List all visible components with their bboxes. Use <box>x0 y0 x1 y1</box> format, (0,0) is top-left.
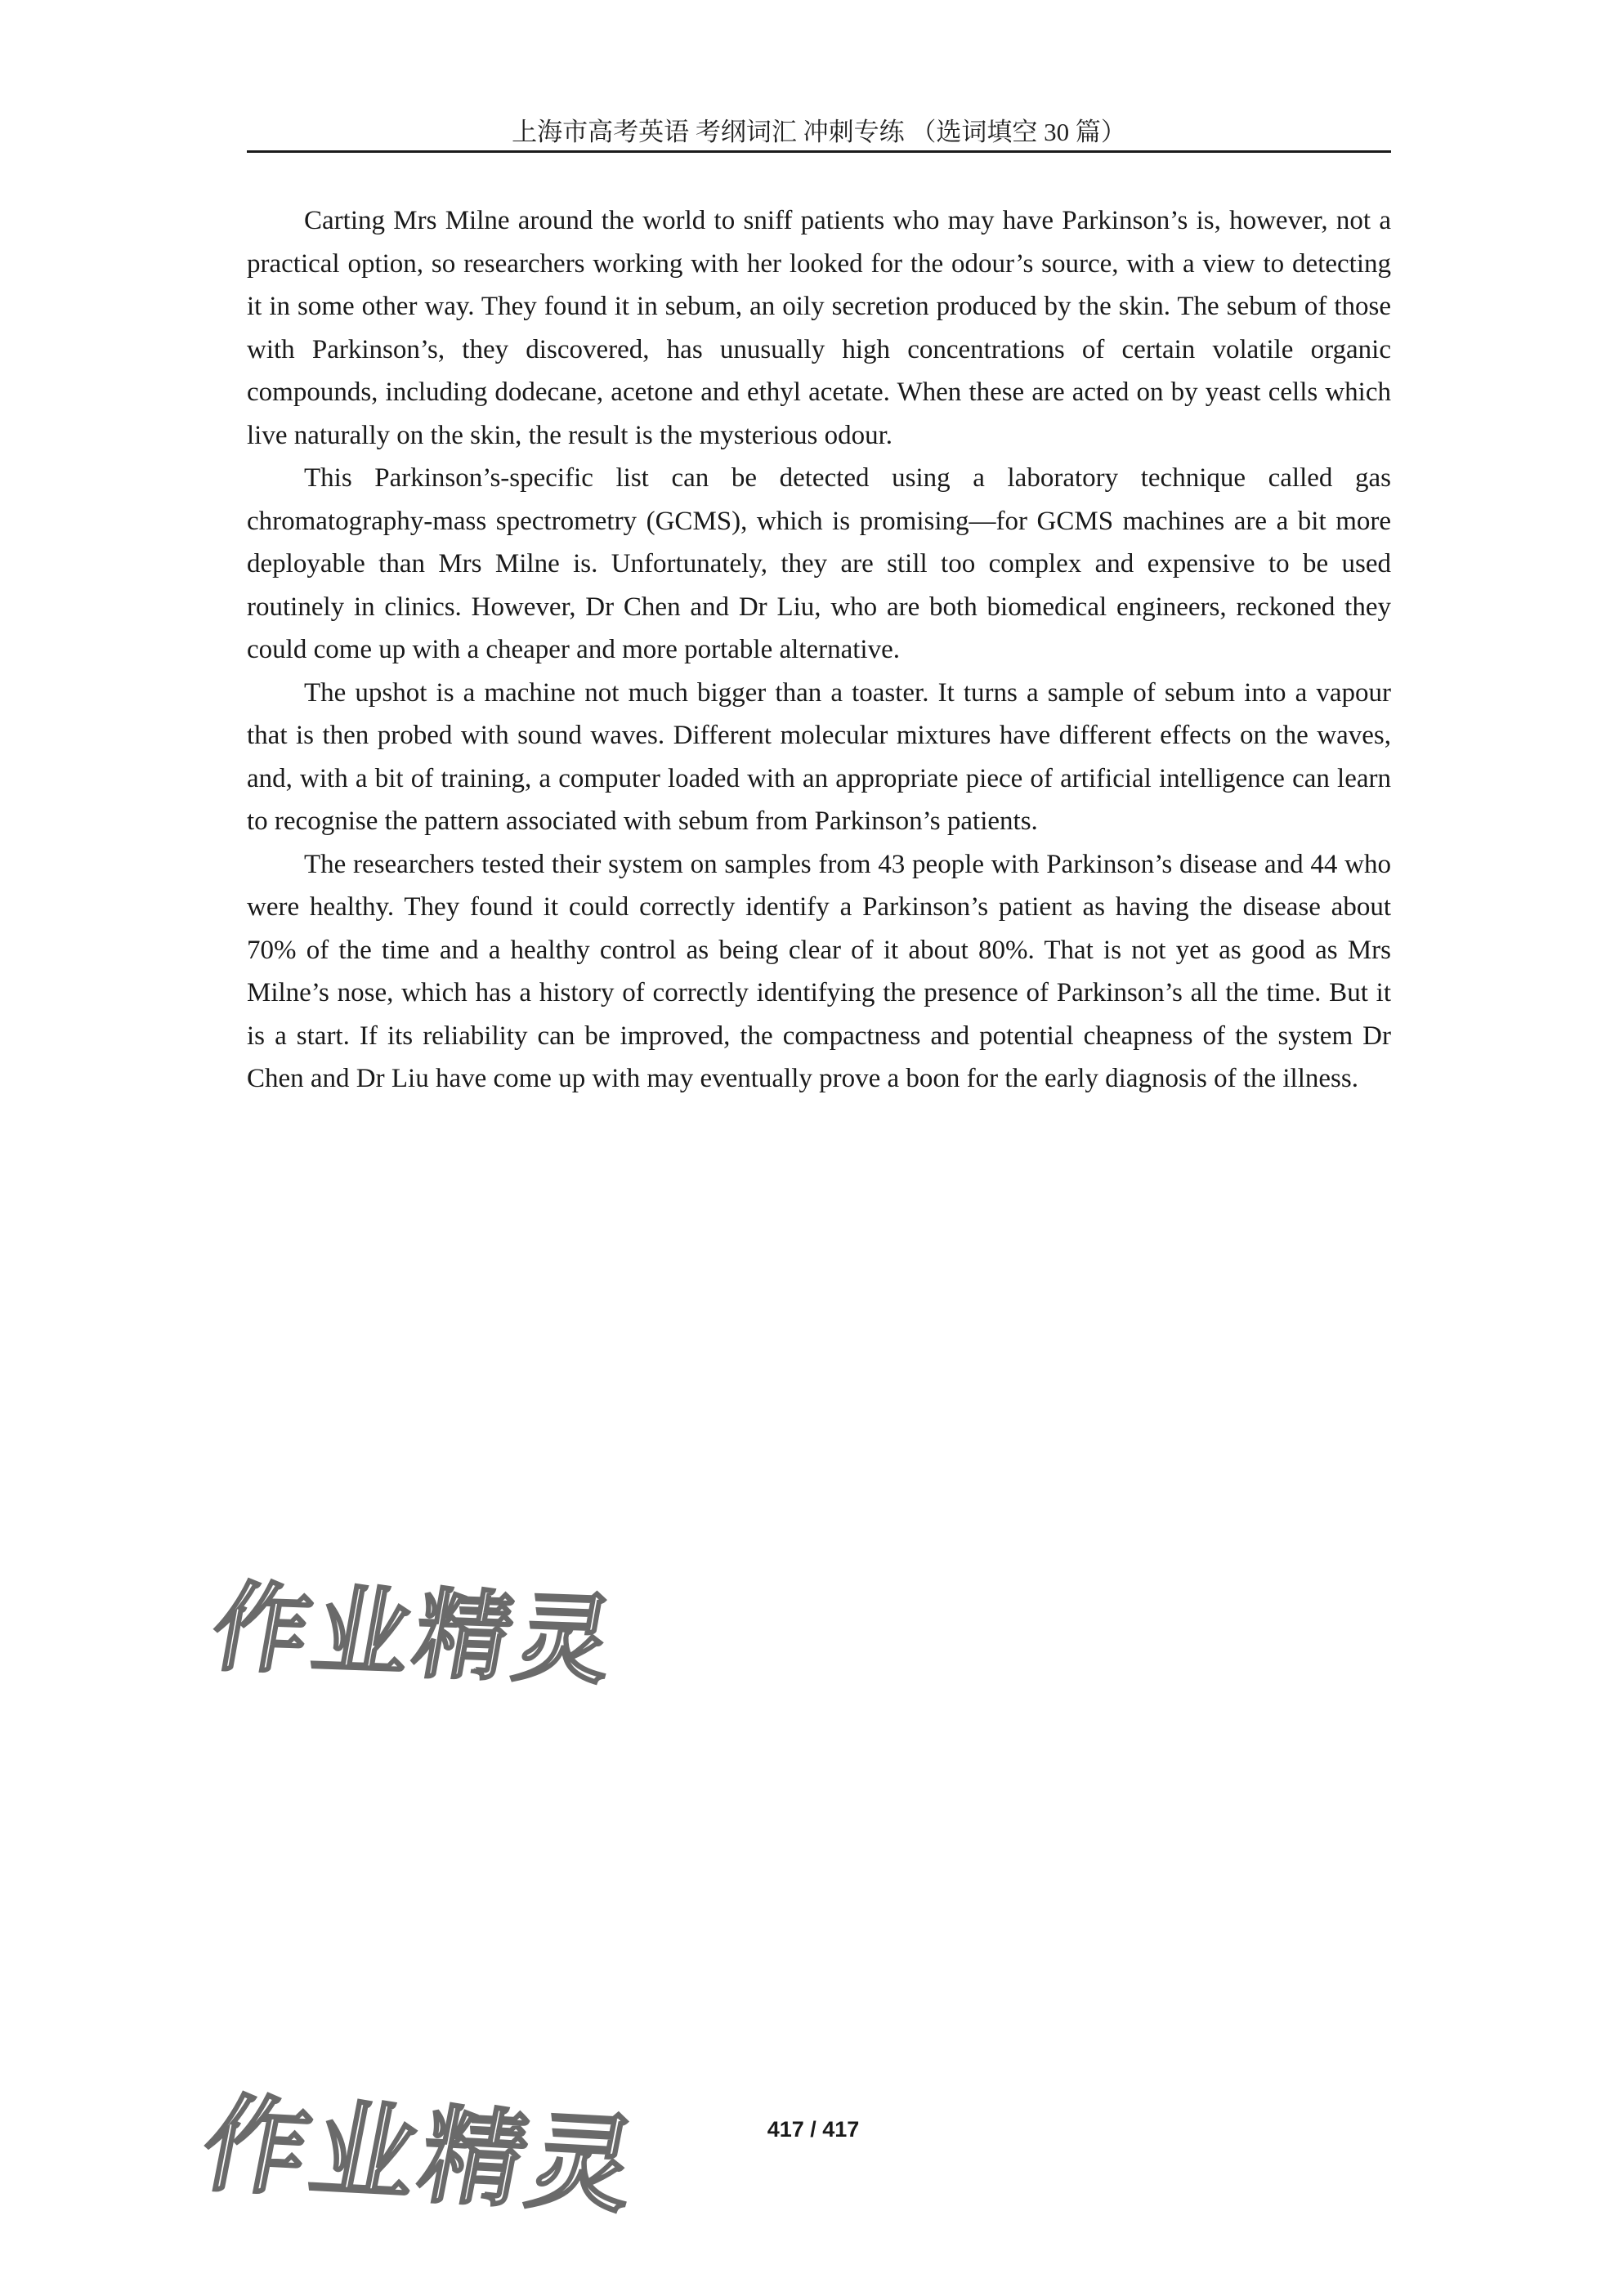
header-divider <box>247 150 1391 153</box>
page-header-title: 上海市高考英语 考纲词汇 冲刺专练 （选词填空 30 篇） <box>512 118 1126 146</box>
paragraph-3: The upshot is a machine not much bigger than a toaster. It turns a sample of sebum into a vapour that is then probed with sound waves. Different molecular mixtures have different effects on the waves, and, with a bit of training, a computer loaded with an appropriate piece of artificial intelligence can learn to recognise the pattern associated with sebum from Parkinson’s patients. <box>247 677 1391 836</box>
paragraph-4: The researchers tested their system on samples from 43 people with Parkinson’s disease and 44 who were healthy. They found it could correctly identify a Parkinson’s patient as having the disease about 70% of the time and a healthy control as being clear of it about 80%. That is not yet as good as Mrs Milne’s nose, which has a history of correctly identifying the presence of Parkinson’s all the time. But it is a start. If its reliability can be improved, the compactness and potential cheapness of the system Dr Chen and Dr Liu have come up with may eventually prove a boon for the early diagnosis of the illness. <box>247 849 1391 1093</box>
page-number: 417 / 417 <box>767 2117 860 2142</box>
watermark-logo: 作业精灵 <box>204 1570 627 1698</box>
watermark-logo-bottom: 作业精灵 <box>192 2084 651 2228</box>
paragraph-2: This Parkinson’s-specific list can be detected using a laboratory technique called gas chromatography-mass spectrometry (GCMS), which is promising—for GCMS machines are a bit more deployable than Mrs Milne is. Unfortunately, they are still too complex and expensive to be used routinely in clinics. However, Dr Chen and Dr Liu, who are both biomedical engineers, reckoned they could come up with a cheaper and more portable alternative. <box>247 463 1391 664</box>
article-body <box>247 199 1391 1101</box>
paragraph-1: Carting Mrs Milne around the world to sniff patients who may have Parkinson’s is, however, not a practical option, so researchers working with her looked for the odour’s source, with a view to detecting it in some other way. They found it in sebum, an oily secretion produced by the skin. The sebum of those with Parkinson’s, they discovered, has unusually high concentrations of certain volatile organic compounds, including dodecane, acetone and ethyl acetate. When these are acted on by yeast cells which live naturally on the skin, the result is the mysterious odour. <box>247 206 1391 450</box>
